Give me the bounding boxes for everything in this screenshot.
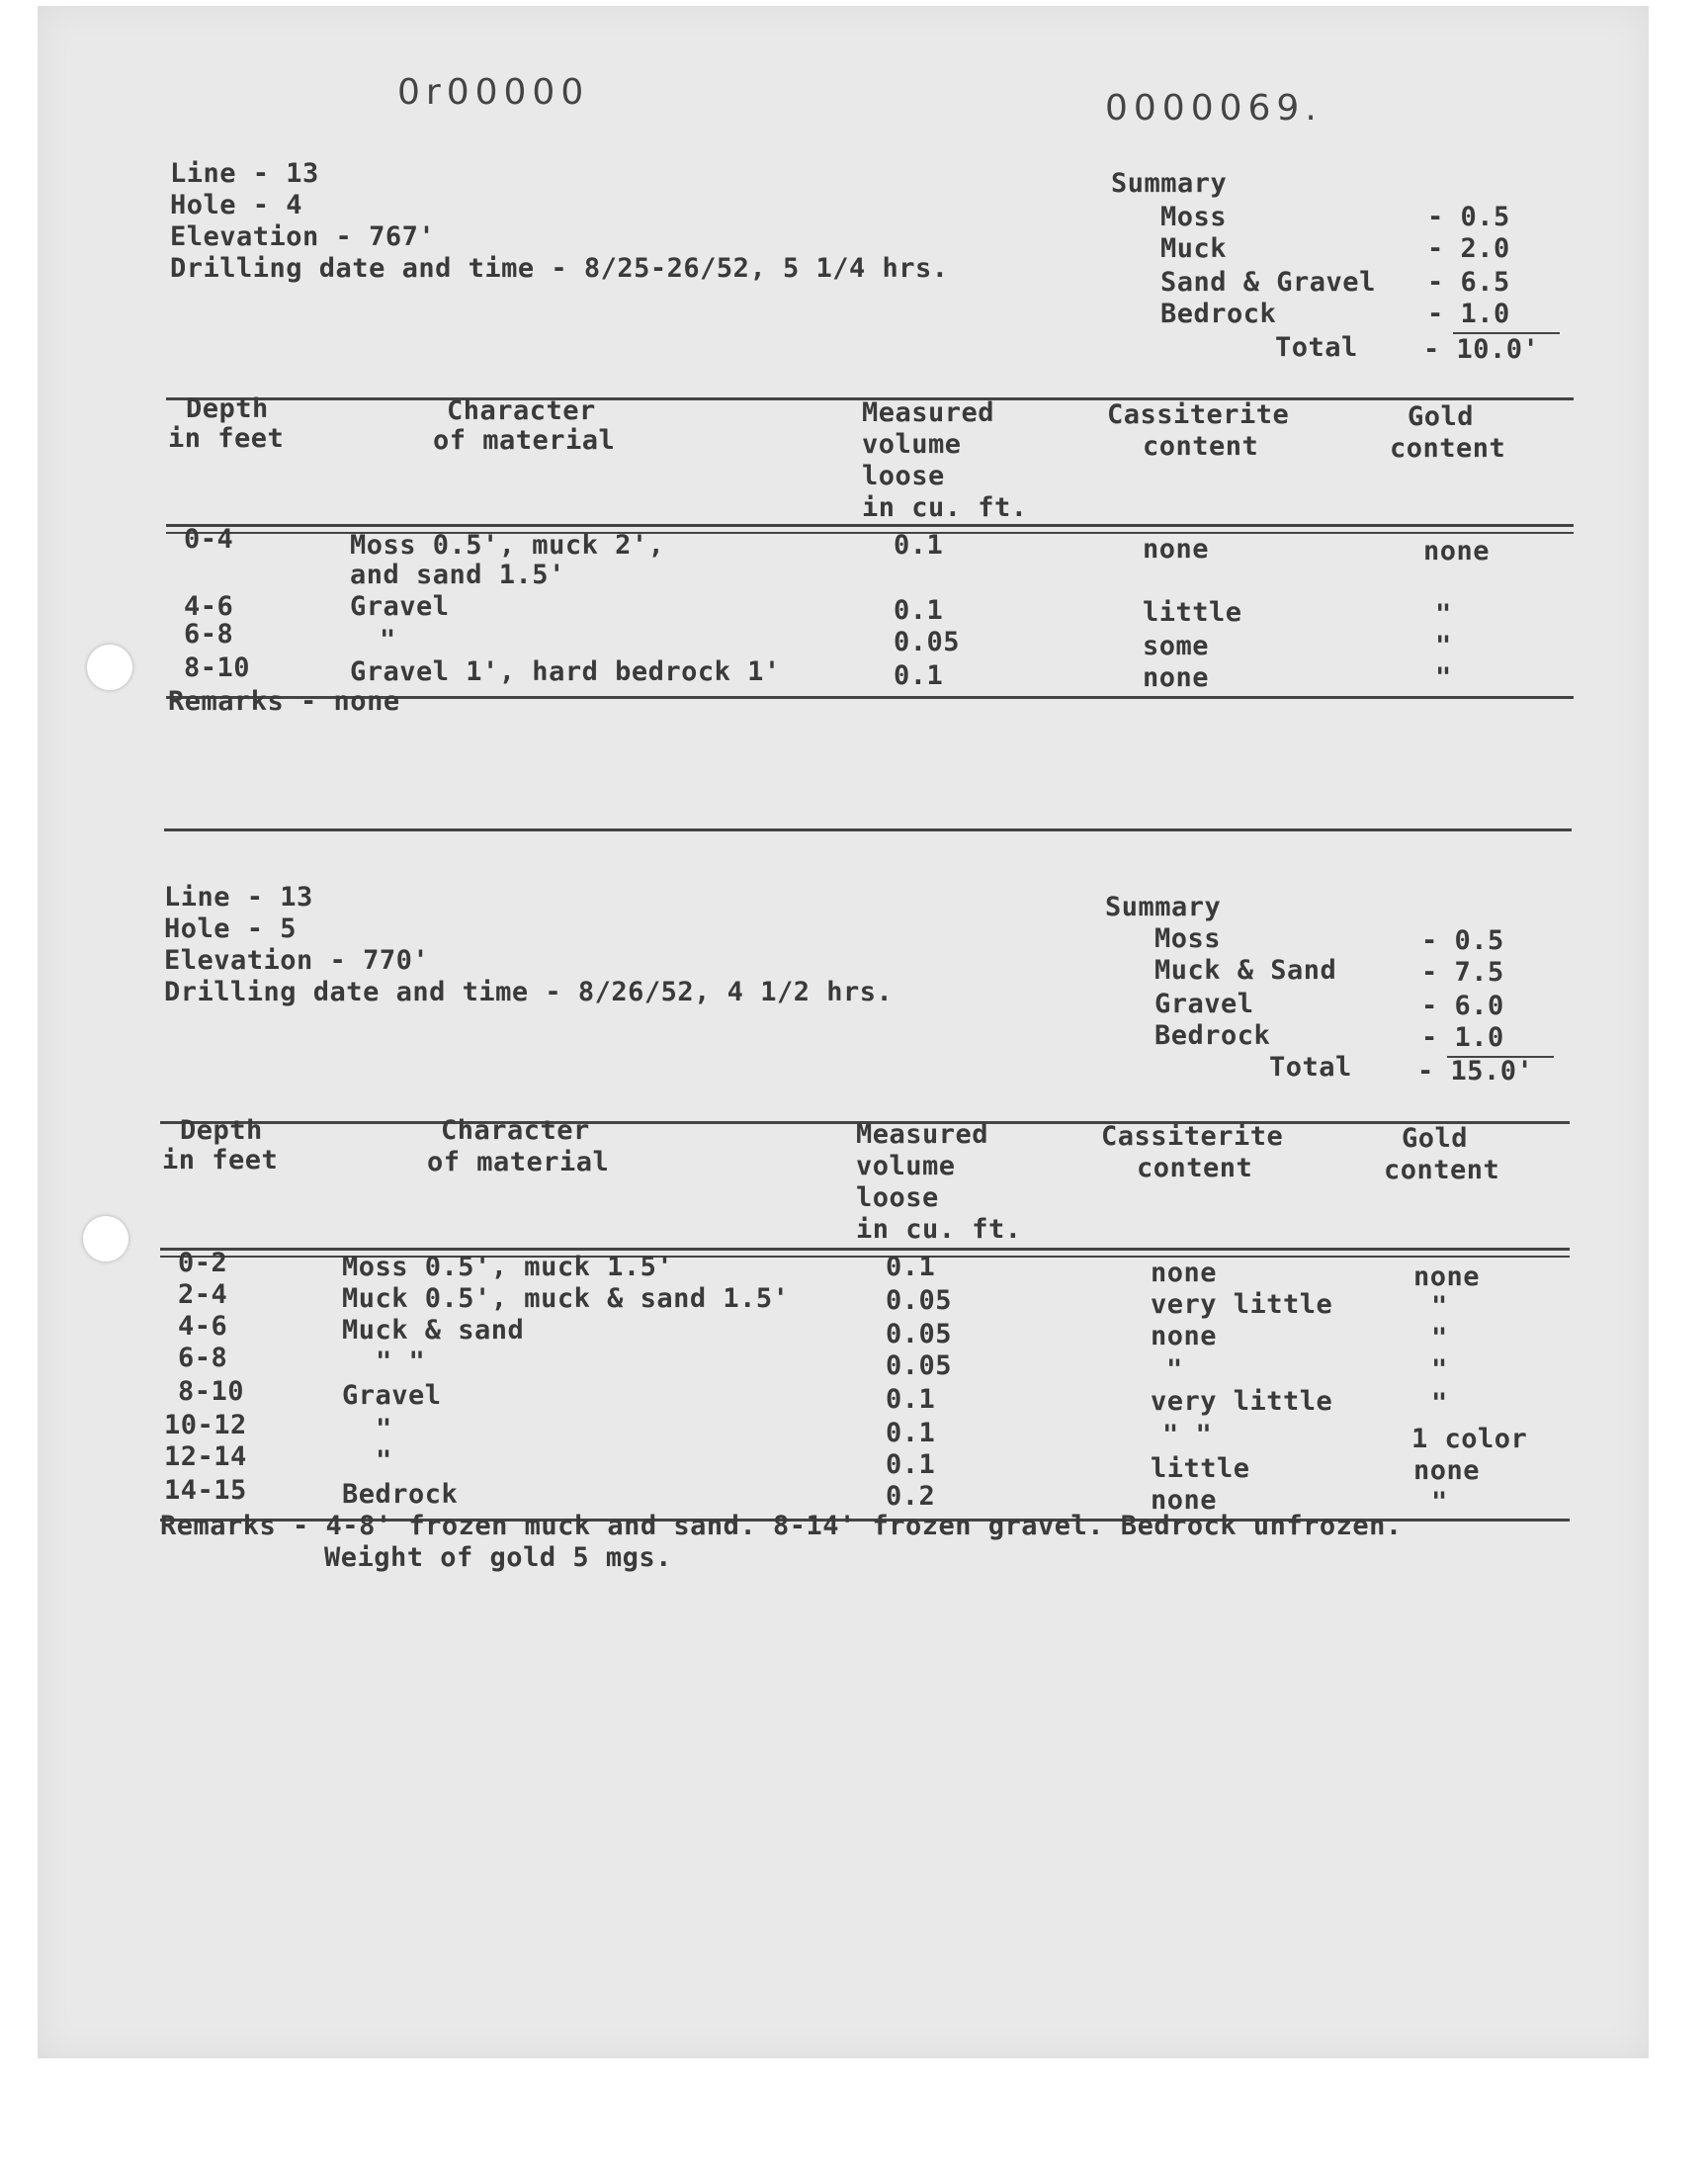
remarks-continued: Weight of gold 5 mgs. bbox=[324, 1542, 672, 1573]
total-label: Total bbox=[1269, 1052, 1352, 1083]
stamp-right: 0000069. bbox=[1105, 88, 1323, 129]
cell-cassiterite: " bbox=[1166, 1354, 1183, 1385]
header-gold: content bbox=[1384, 1155, 1500, 1185]
cell-volume: 0.1 bbox=[886, 1449, 936, 1480]
header-character: of material bbox=[427, 1147, 610, 1177]
summary-label: Moss bbox=[1154, 923, 1222, 954]
summary-label: Bedrock bbox=[1154, 1020, 1271, 1051]
cell-depth: 4-6 bbox=[178, 1311, 228, 1342]
cell-material: Moss 0.5', muck 1.5' bbox=[342, 1252, 674, 1282]
elevation-label: Elevation - 770' bbox=[164, 945, 430, 976]
cell-gold: " bbox=[1431, 1354, 1448, 1385]
punch-hole-top bbox=[87, 645, 132, 690]
cell-material: " bbox=[380, 625, 396, 655]
remarks: Remarks - none bbox=[168, 686, 400, 717]
cell-cassiterite: none bbox=[1151, 1485, 1218, 1516]
summary-label: Muck bbox=[1160, 233, 1228, 264]
cell-depth: 4-6 bbox=[184, 591, 234, 622]
cell-material: Muck & sand bbox=[342, 1315, 525, 1346]
header-gold: Gold bbox=[1408, 401, 1475, 432]
cell-volume: 0.1 bbox=[894, 595, 944, 626]
summary-value: - 2.0 bbox=[1427, 233, 1510, 264]
cell-cassiterite: little bbox=[1151, 1453, 1250, 1484]
summary-title: Summary bbox=[1111, 168, 1228, 199]
cell-cassiterite: none bbox=[1151, 1321, 1218, 1351]
cell-gold: " bbox=[1431, 1388, 1448, 1419]
cell-cassiterite: very little bbox=[1151, 1386, 1333, 1417]
cell-gold: " bbox=[1431, 1323, 1448, 1353]
header-volume: Measured bbox=[862, 397, 995, 428]
cell-gold: " bbox=[1435, 662, 1452, 693]
header-cassiterite: content bbox=[1137, 1153, 1253, 1183]
cell-depth: 14-15 bbox=[164, 1475, 247, 1506]
header-depth: Depth bbox=[180, 1115, 263, 1146]
summary-label: Bedrock bbox=[1160, 299, 1277, 329]
section-divider bbox=[164, 828, 1572, 831]
cell-material: " bbox=[376, 1445, 392, 1476]
cell-cassiterite: very little bbox=[1151, 1289, 1333, 1320]
cell-material: Gravel bbox=[350, 591, 450, 622]
header-character: Character bbox=[447, 395, 596, 426]
cell-cassiterite: some bbox=[1143, 631, 1210, 661]
cell-gold: " bbox=[1431, 1291, 1448, 1322]
summary-value: - 7.5 bbox=[1421, 957, 1504, 988]
cell-material: Moss 0.5', muck 2', bbox=[350, 530, 665, 561]
header-volume: loose bbox=[862, 461, 945, 491]
cell-material: and sand 1.5' bbox=[350, 560, 565, 590]
total-value: - 15.0' bbox=[1417, 1056, 1534, 1087]
cell-depth: 0-4 bbox=[184, 524, 234, 555]
cell-cassiterite: " " bbox=[1162, 1420, 1213, 1450]
header-volume: volume bbox=[856, 1151, 956, 1181]
cell-volume: 0.05 bbox=[886, 1350, 953, 1381]
cell-volume: 0.2 bbox=[886, 1481, 936, 1512]
stamp-left: 0r00000 bbox=[397, 72, 590, 113]
cell-depth: 6-8 bbox=[178, 1343, 228, 1373]
line-label: Line - 13 bbox=[164, 882, 313, 913]
header-gold: Gold bbox=[1402, 1123, 1469, 1154]
summary-value: - 6.0 bbox=[1421, 991, 1504, 1021]
elevation-label: Elevation - 767' bbox=[170, 221, 436, 252]
header-volume: volume bbox=[862, 429, 962, 460]
summary-value: - 0.5 bbox=[1421, 925, 1504, 956]
header-character: of material bbox=[433, 425, 616, 456]
total-value: - 10.0' bbox=[1423, 334, 1540, 365]
document-sheet bbox=[38, 6, 1649, 2058]
punch-hole-bottom bbox=[83, 1216, 128, 1262]
cell-cassiterite: none bbox=[1143, 534, 1210, 565]
line-label: Line - 13 bbox=[170, 158, 319, 189]
total-label: Total bbox=[1275, 332, 1358, 363]
summary-value: - 0.5 bbox=[1427, 202, 1510, 232]
cell-cassiterite: little bbox=[1143, 597, 1242, 628]
summary-value: - 1.0 bbox=[1421, 1022, 1504, 1053]
cell-cassiterite: none bbox=[1151, 1258, 1218, 1288]
hole-label: Hole - 5 bbox=[164, 914, 298, 944]
cell-depth: 6-8 bbox=[184, 619, 234, 650]
summary-label: Sand & Gravel bbox=[1160, 267, 1376, 298]
cell-depth: 2-4 bbox=[178, 1279, 228, 1310]
header-depth: in feet bbox=[162, 1145, 279, 1175]
cell-gold: none bbox=[1413, 1455, 1481, 1486]
cell-material: Gravel 1', hard bedrock 1' bbox=[350, 656, 781, 687]
cell-gold: " bbox=[1435, 631, 1452, 661]
header-gold: content bbox=[1390, 433, 1506, 464]
cell-volume: 0.05 bbox=[886, 1285, 953, 1316]
header-depth: in feet bbox=[168, 423, 285, 454]
cell-depth: 8-10 bbox=[184, 652, 251, 683]
cell-depth: 12-14 bbox=[164, 1441, 247, 1472]
cell-gold: " bbox=[1431, 1487, 1448, 1518]
cell-cassiterite: none bbox=[1143, 662, 1210, 693]
header-cassiterite: Cassiterite bbox=[1101, 1121, 1284, 1152]
cell-volume: 0.1 bbox=[886, 1418, 936, 1448]
cell-volume: 0.05 bbox=[886, 1319, 953, 1349]
cell-material: " bbox=[376, 1414, 392, 1444]
cell-depth: 10-12 bbox=[164, 1410, 247, 1440]
summary-label: Gravel bbox=[1154, 989, 1254, 1019]
remarks: Remarks - 4-8' frozen muck and sand. 8-14' frozen gravel. Bedrock unfrozen. bbox=[160, 1511, 1403, 1541]
cell-volume: 0.1 bbox=[886, 1252, 936, 1282]
header-cassiterite: Cassiterite bbox=[1107, 399, 1290, 430]
summary-label: Moss bbox=[1160, 202, 1228, 232]
header-character: Character bbox=[441, 1115, 590, 1146]
summary-label: Muck & Sand bbox=[1154, 955, 1337, 986]
cell-material: Muck 0.5', muck & sand 1.5' bbox=[342, 1283, 790, 1314]
cell-volume: 0.1 bbox=[886, 1384, 936, 1415]
summary-value: - 6.5 bbox=[1427, 267, 1510, 298]
cell-gold: " bbox=[1435, 599, 1452, 630]
header-volume: loose bbox=[856, 1182, 939, 1213]
summary-title: Summary bbox=[1105, 892, 1222, 922]
cell-volume: 0.1 bbox=[894, 530, 944, 561]
cell-depth: 0-2 bbox=[178, 1248, 228, 1278]
cell-gold: none bbox=[1423, 536, 1491, 566]
header-cassiterite: content bbox=[1143, 431, 1259, 462]
drilling-label: Drilling date and time - 8/26/52, 4 1/2 hrs. bbox=[164, 977, 894, 1007]
cell-material: Bedrock bbox=[342, 1479, 459, 1510]
hole-label: Hole - 4 bbox=[170, 190, 303, 220]
header-volume: in cu. ft. bbox=[856, 1214, 1022, 1245]
cell-volume: 0.05 bbox=[894, 627, 961, 657]
header-depth: Depth bbox=[186, 393, 269, 424]
cell-material: " " bbox=[376, 1347, 426, 1377]
cell-depth: 8-10 bbox=[178, 1376, 245, 1407]
header-volume: Measured bbox=[856, 1119, 989, 1150]
cell-gold: 1 color bbox=[1411, 1424, 1528, 1454]
summary-value: - 1.0 bbox=[1427, 299, 1510, 329]
cell-material: Gravel bbox=[342, 1380, 442, 1411]
drilling-label: Drilling date and time - 8/25-26/52, 5 1/4 hrs. bbox=[170, 253, 949, 284]
header-volume: in cu. ft. bbox=[862, 492, 1028, 523]
cell-gold: none bbox=[1413, 1262, 1481, 1292]
cell-volume: 0.1 bbox=[894, 660, 944, 691]
